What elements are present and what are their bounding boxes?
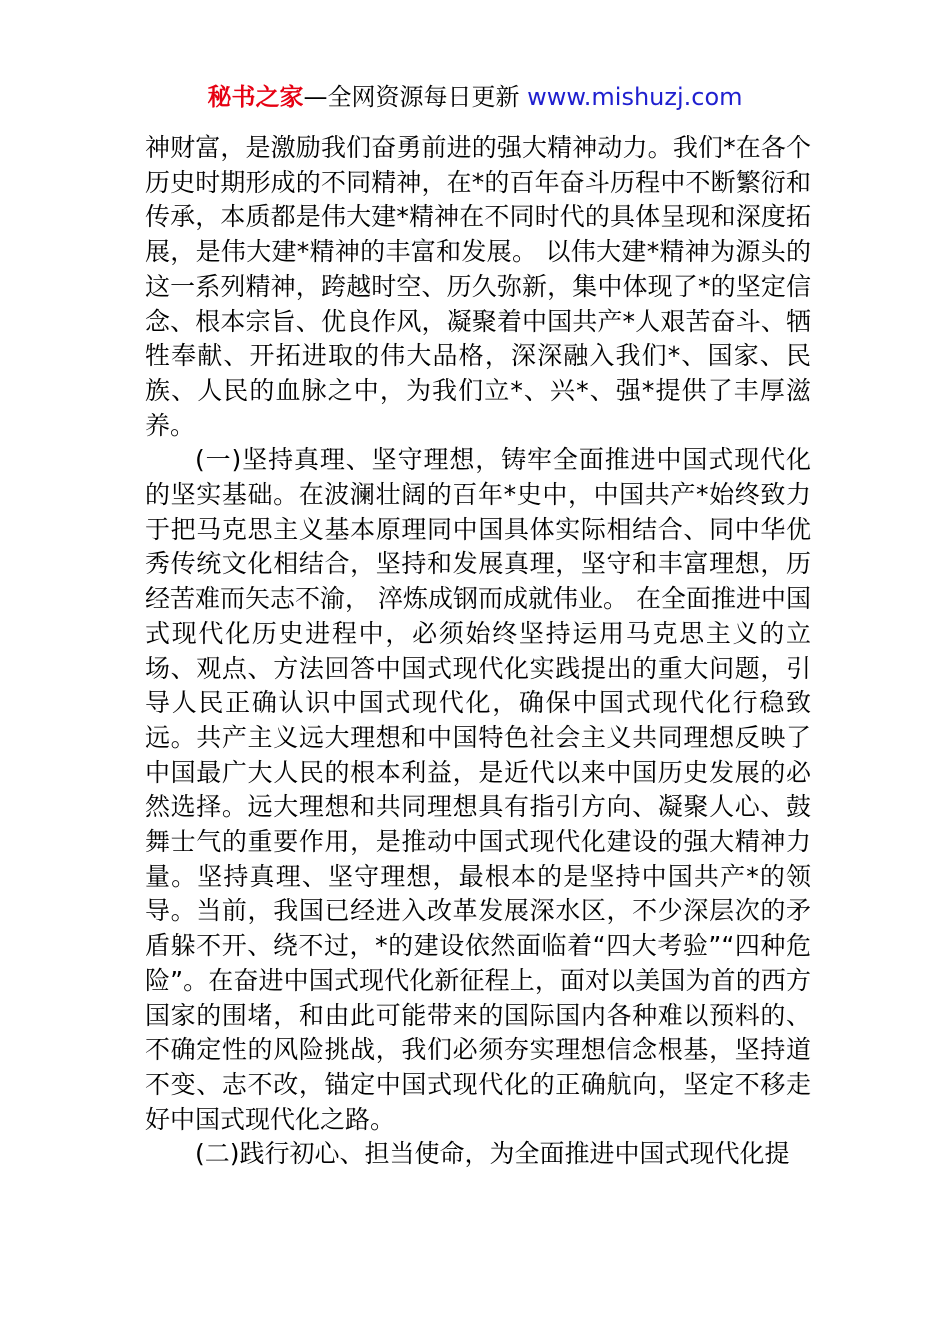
body-paragraph-2: (一)坚持真理、坚守理想，铸牢全面推进中国式现代化的坚实基础。在波澜壮阔的百年*史中，中国共产*始终致力于把马克思主义基本原理同中国具体实际相结合、同中华优秀传统文化相结合，坚持和发展真理，坚守和丰富理想，历经苦难而矢志不渝， 淬炼成钢而成就伟业。 在全面推进中国式现代化历史进程中，必须始终坚持运用马克思主义的立场、观点、方法回答中国式现代化实践提出的重大问题，引导人民正确认识中国式现代化，确保中国式现代化行稳致远。共产主义远大理想和中国特色社会主义共同理想反映了中国最广大人民的根本利益，是近代以来中国历史发展的必然选择。远大理想和共同理想具有指引方向、凝聚人心、鼓舞士气的重要作用，是推动中国式现代化建设的强大精神力量。坚持真理、坚守理想，最根本的是坚持中国共产*的领导。当前，我国已经进入改革发展深水区，不少深层次的矛盾躲不开、绕不过，*的建设依然面临着“四大考验”“四种危险”。在奋进中国式现代化新征程上，面对以美国为首的西方国家的围堵，和由此可能带来的国际国内各种难以预料的、不确定性的风险挑战，我们必须夯实理想信念根基，坚持道不变、志不改，锚定中国式现代化的正确航向，坚定不移走好中国式现代化之路。 [145, 445, 811, 1134]
site-url-link[interactable]: www.mishuzj.com [527, 83, 743, 111]
header-tagline: —全网资源每日更新 [303, 83, 528, 111]
page-header [0, 80, 950, 114]
body-paragraph-1: 神财富，是激励我们奋勇前进的强大精神动力。我们*在各个历史时期形成的不同精神，在*的百年奋斗历程中不断繁衍和传承，本质都是伟大建*精神在不同时代的具体呈现和深度拓展，是伟大建*精神的丰富和发展。 以伟大建*精神为源头的这一系列精神，跨越时空、历久弥新，集中体现了*的坚定信念、根本宗旨、优良作风，凝聚着中国共产*人艰苦奋斗、牺牲奉献、开拓进取的伟大品格，深深融入我们*、国家、民族、人民的血脉之中，为我们立*、兴*、强*提供了丰厚滋养。 [145, 133, 811, 440]
body-paragraph-3: (二)践行初心、担当使命，为全面推进中国式现代化提 [195, 1139, 790, 1169]
brand-name: 秘书之家 [207, 83, 304, 111]
document-body [145, 131, 811, 1172]
